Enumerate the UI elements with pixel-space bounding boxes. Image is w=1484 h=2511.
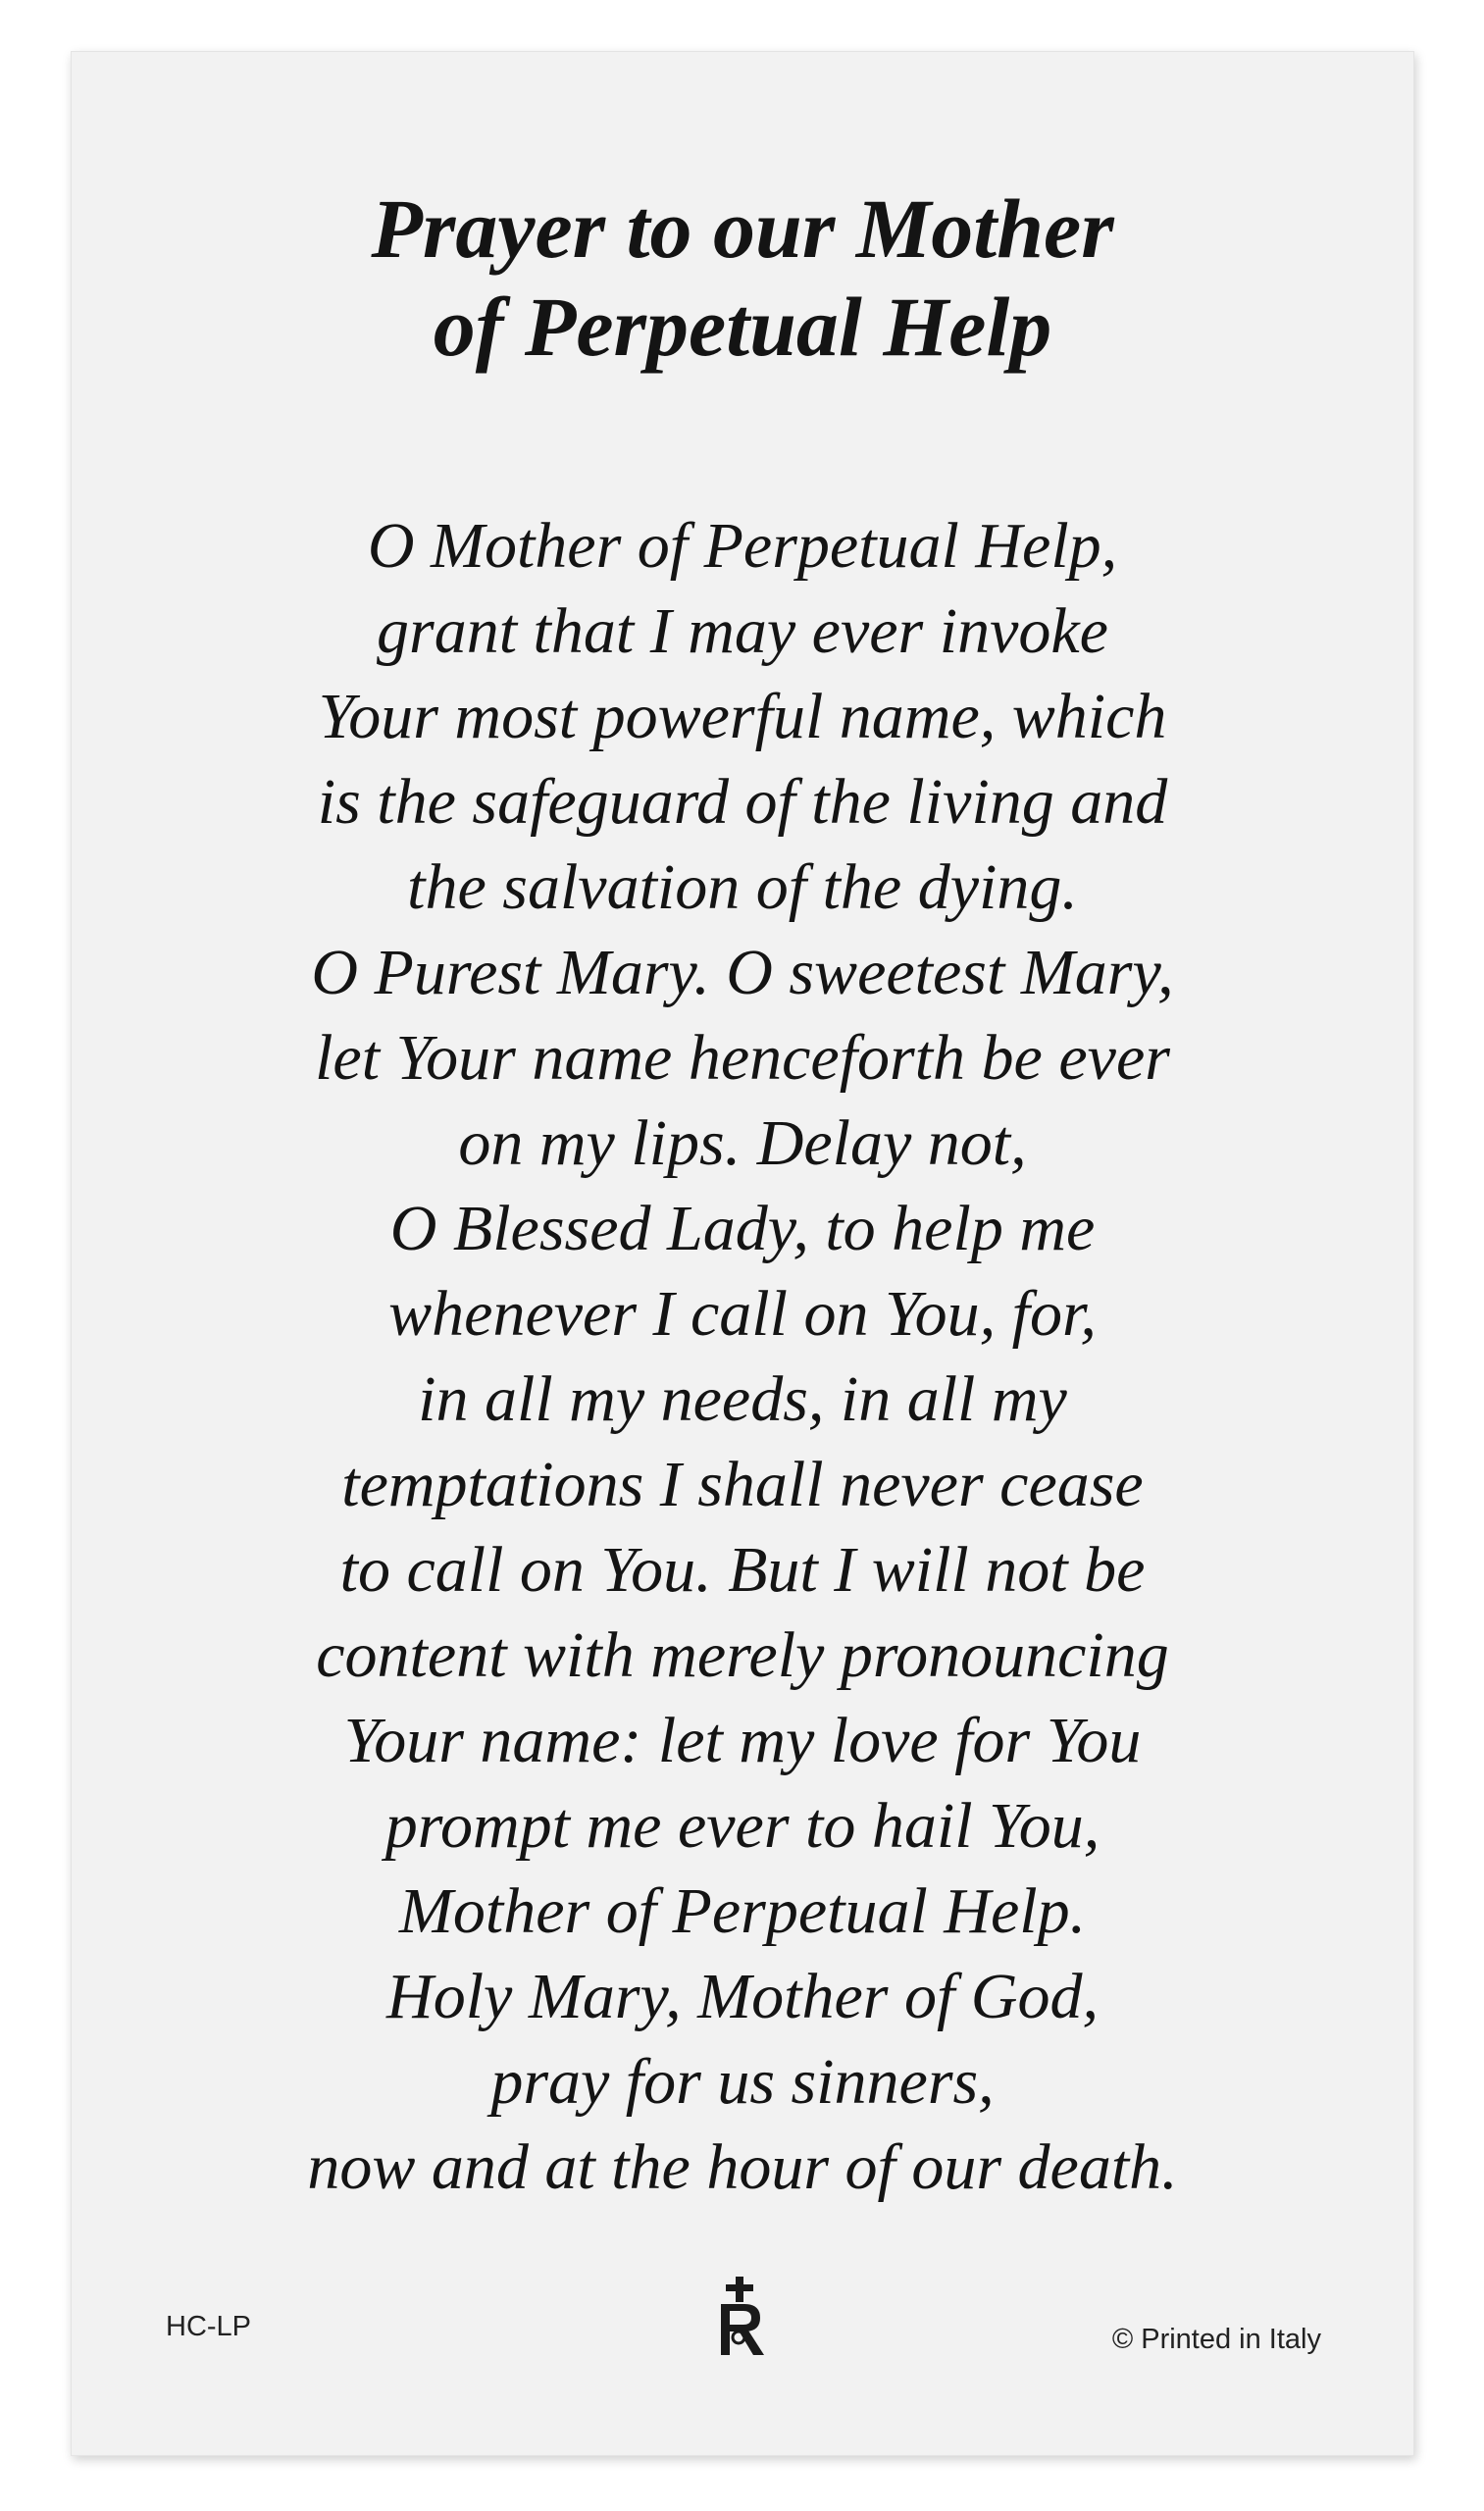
prayer-line: is the safeguard of the living and: [317, 766, 1168, 838]
prayer-line: to call on You. But I will not be: [339, 1534, 1146, 1606]
prayer-line: Your most powerful name, which: [318, 681, 1167, 752]
card-title: [72, 179, 1413, 376]
prayer-line: let Your name henceforth be ever: [315, 1022, 1170, 1094]
prayer-line: Your name: let my love for You: [343, 1705, 1142, 1776]
prayer-line: O Purest Mary. O sweetest Mary,: [311, 937, 1174, 1008]
prayer-line: Holy Mary, Mother of God,: [386, 1961, 1099, 2032]
prayer-line: pray for us sinners,: [490, 2046, 995, 2118]
title-line: of Perpetual Help: [433, 280, 1052, 374]
prayer-line: Mother of Perpetual Help.: [398, 1875, 1087, 1947]
prayer-text: [72, 503, 1413, 2210]
prayer-line: grant that I may ever invoke: [377, 595, 1108, 667]
title-line: Prayer to our Mother: [371, 181, 1114, 276]
cross-r-monogram-icon: [709, 2277, 772, 2359]
prayer-line: O Mother of Perpetual Help,: [367, 510, 1118, 582]
prayer-line: prompt me ever to hail You,: [384, 1790, 1100, 1862]
prayer-card: [71, 51, 1414, 2456]
prayer-line: content with merely pronouncing: [316, 1619, 1169, 1691]
prayer-line: O Blessed Lady, to help me: [389, 1193, 1096, 1264]
printed-in-italy-notice: © Printed in Italy: [1111, 2324, 1321, 2355]
prayer-line: whenever I call on You, for,: [388, 1278, 1097, 1350]
prayer-line: now and at the hour of our death.: [307, 2131, 1178, 2203]
prayer-line: the salvation of the dying.: [407, 851, 1078, 923]
prayer-line: in all my needs, in all my: [418, 1363, 1067, 1435]
prayer-line: on my lips. Delay not,: [458, 1107, 1027, 1179]
prayer-line: temptations I shall never cease: [341, 1449, 1144, 1520]
product-code: HC-LP: [166, 2311, 252, 2342]
